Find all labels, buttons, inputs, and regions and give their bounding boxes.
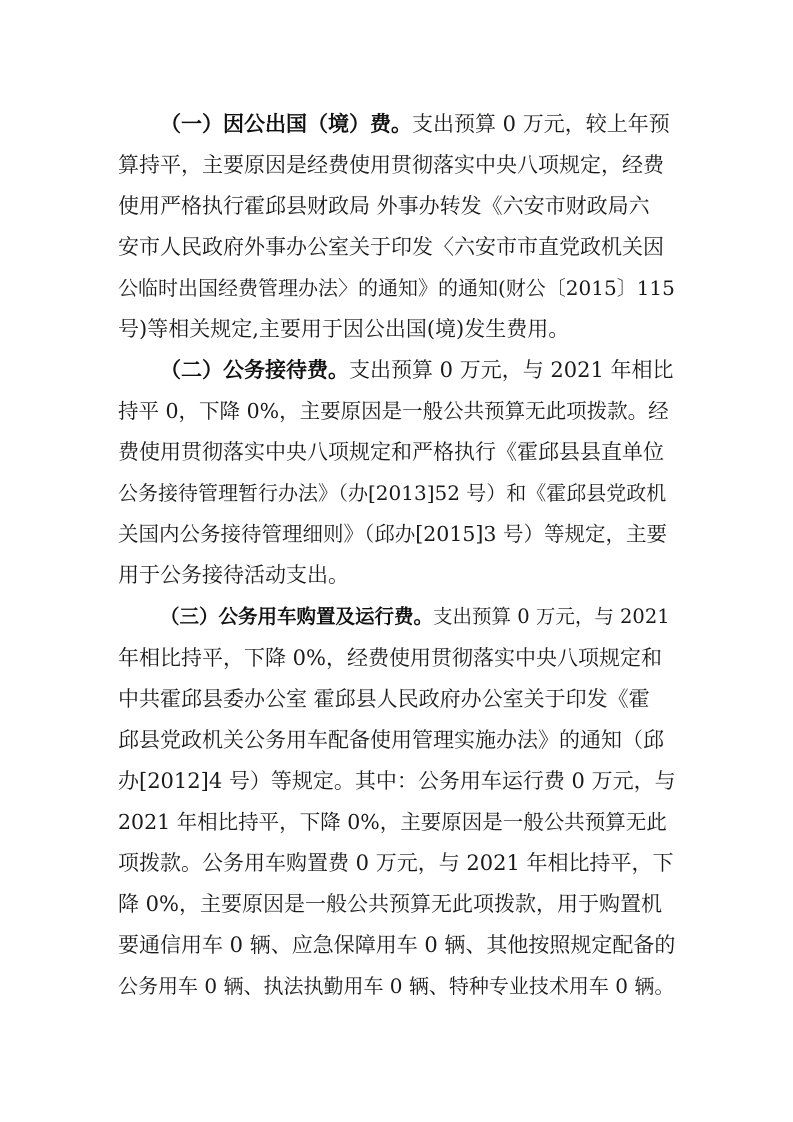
paragraph-1-line-4: 安市人民政府外事办公室关于印发〈六安市市直党政机关因 [118,235,664,259]
paragraph-3-line-10: 公务用车 0 辆、执法执勤用车 0 辆、特种专业技术用车 0 辆。 [118,974,675,998]
paragraph-3-line-4: 邱县党政机关公务用车配备使用管理实施办法》的通知（邱 [118,728,664,752]
paragraph-3-line-1 [160,597,678,637]
paragraph-2-line-4: 公务接待管理暂行办法》（办[2013]52 号）和《霍邱县党政机 [118,481,667,505]
paragraph-3-line-5: 办[2012]4 号）等规定。其中：公务用车运行费 0 万元，与 [118,769,676,793]
paragraph-2-line-6: 用于公务接待活动支出。 [118,563,349,587]
paragraph-3-line-7: 项拨款。公务用车购置费 0 万元，与 2021 年相比持平，下 [118,851,674,875]
paragraph-3-line-9: 要通信用车 0 辆、应急保障用车 0 辆、其他按照规定配备的 [118,933,676,957]
paragraph-3-line-8: 降 0%，主要原因是一般公共预算无此项拨款，用于购置机 [118,892,662,916]
heading-official-reception: （二）公务接待费。 [160,357,349,382]
heading-overseas-travel: （一）因公出国（境）费。 [160,111,412,136]
paragraph-3-line-3: 中共霍邱县委办公室 霍邱县人民政府办公室关于印发《霍 [118,687,650,711]
paragraph-1-line-5: 公临时出国经费管理办法〉的通知》的通知(财公〔2015〕115 [118,276,675,300]
paragraph-1-line-2: 算持平，主要原因是经费使用贯彻落实中央八项规定，经费 [118,153,664,177]
heading-official-vehicles: （三）公务用车购置及运行费。 [160,605,434,628]
paragraph-3-line-6: 2021 年相比持平，下降 0%，主要原因是一般公共预算无此 [118,810,667,834]
paragraph-2-line-2: 持平 0，下降 0%，主要原因是一般公共预算无此项拨款。经 [118,399,669,423]
line-text: 支出预算 0 万元，与 2021 [433,605,670,628]
paragraph-1-line-3: 使用严格执行霍邱县财政局 外事办转发《六安市财政局六 [118,194,650,218]
line-text: 支出预算 0 万元，与 2021 年相比 [349,358,674,382]
paragraph-2-line-5: 关国内公务接待管理细则》（邱办[2015]3 号）等规定，主要 [118,522,667,546]
paragraph-3-line-2: 年相比持平，下降 0%，经费使用贯彻落实中央八项规定和 [118,646,662,670]
paragraph-2-line-3: 费使用贯彻落实中央八项规定和严格执行《霍邱县县直单位 [118,440,664,464]
paragraph-1-line-6: 号)等相关规定,主要用于因公出国(境)发生费用。 [118,317,570,341]
paragraph-1-line-1 [160,104,678,144]
line-text: 支出预算 0 万元，较上年预 [412,112,670,136]
paragraph-2-line-1 [160,350,678,390]
